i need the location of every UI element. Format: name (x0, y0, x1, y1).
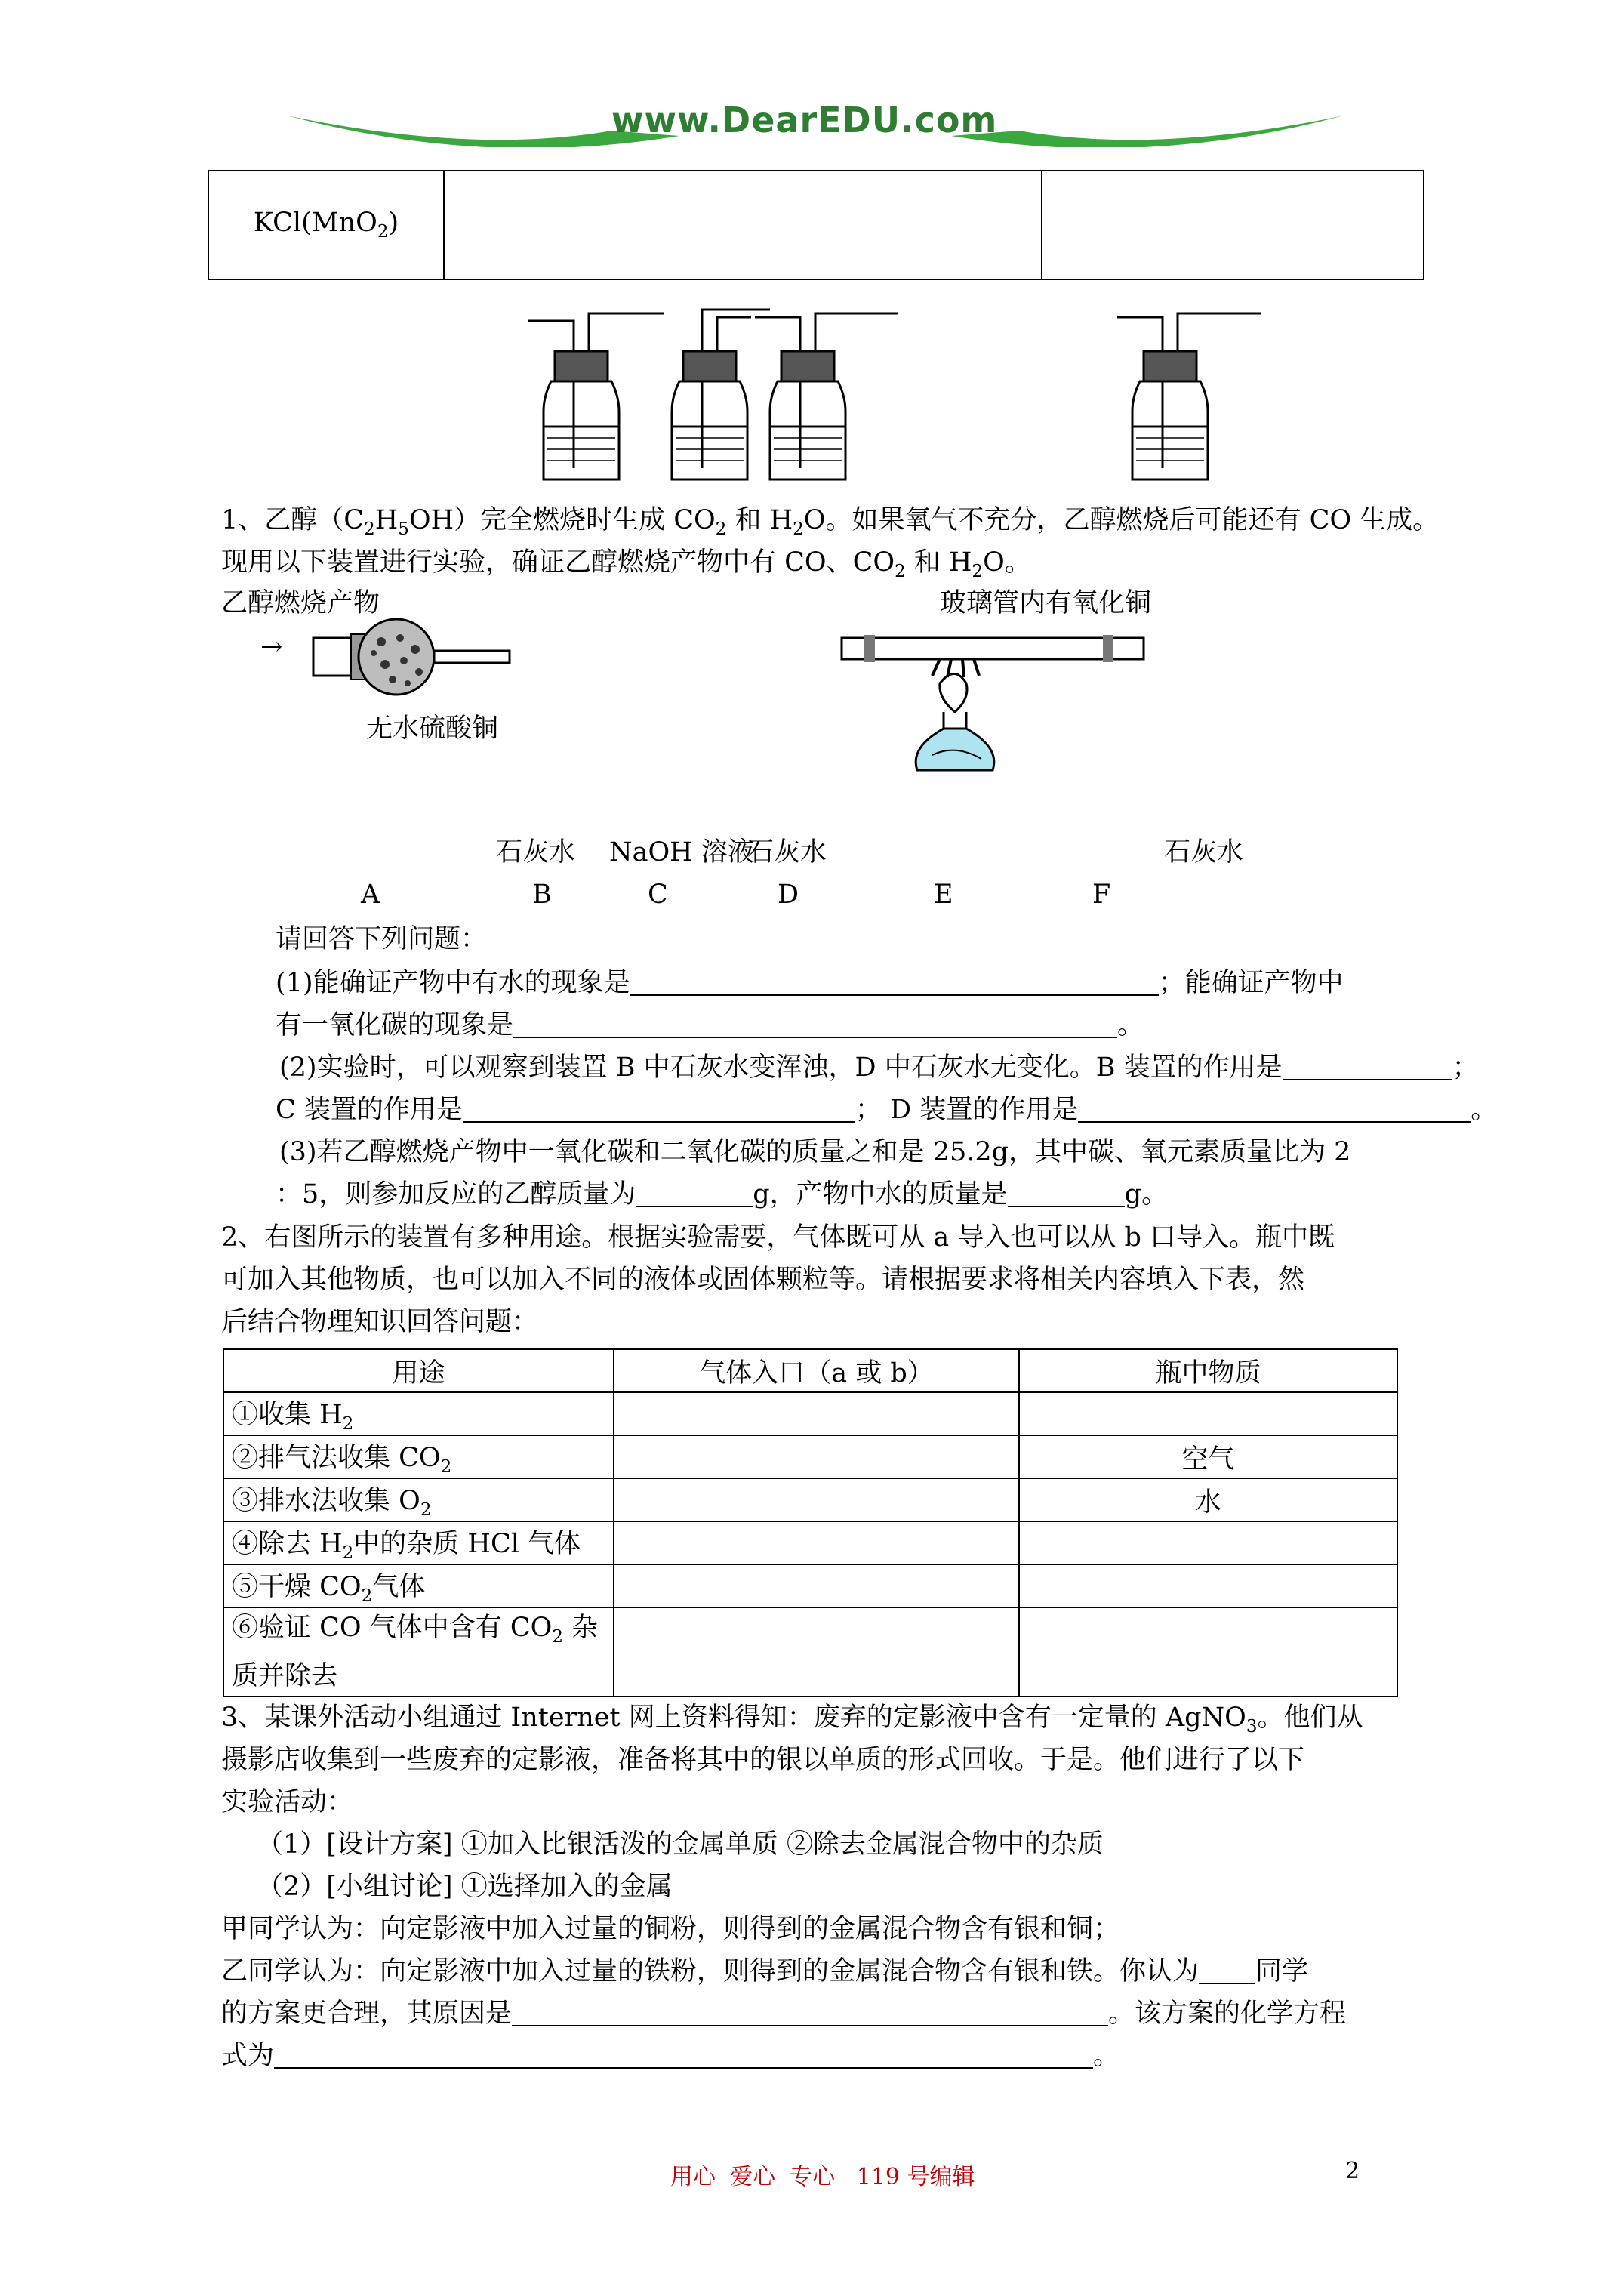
q1-ask: 请回答下列问题： (276, 924, 488, 954)
q2-row3-content[interactable]: 水 (1019, 1478, 1397, 1521)
q3-line7: 乙同学认为：向定影液中加入过量的铁粉，则得到的金属混合物含有银和铁。你认为 同学 (221, 1956, 1309, 1986)
logo-swoosh-right (951, 102, 1344, 147)
q1-part2-line1: (2)实验时，可以观察到装置 B 中石灰水变浑浊，D 中石灰水无变化。B 装置的作用是 ； (279, 1052, 1479, 1083)
top-table (208, 170, 1424, 280)
reagent-c: NaOH 溶液 (609, 837, 754, 868)
q2-header-inlet: 气体入口（a 或 b） (614, 1349, 1019, 1392)
q3-line8: 的方案更合理，其原因是 。该方案的化学方程 (221, 1999, 1347, 2029)
q3-line5: （2）[小组讨论] ①选择加入的金属 (257, 1872, 673, 1902)
q2-row3-use: ③排水法收集 $O_2$ (223, 1478, 614, 1521)
table-row (223, 1435, 1397, 1478)
table-row (223, 1564, 1397, 1607)
q1-part3-line1: (3)若乙醇燃烧产物中一氧化碳和二氧化碳的质量之和是 25.2g，其中碳、氧元素质量比为 2 (279, 1137, 1351, 1167)
q2-row1-content[interactable] (1019, 1392, 1397, 1435)
q2-row3-inlet[interactable] (614, 1478, 1019, 1521)
table-row (223, 1478, 1397, 1521)
q3-line3: 实验活动： (221, 1787, 354, 1817)
answer-blank[interactable] (1008, 1182, 1125, 1207)
table-row (223, 1392, 1397, 1435)
answer-blank[interactable] (512, 2001, 1108, 2026)
q3-line9: 式为 。 (221, 2041, 1120, 2071)
q3-line4: （1）[设计方案] ①加入比银活泼的金属单质 ②除去金属混合物中的杂质 (257, 1829, 1104, 1860)
reagent-b: 石灰水 (496, 837, 576, 868)
q1-part3-line2: ：5，则参加反应的乙醇质量为 g，产物中水的质量是 g。 (276, 1179, 1169, 1210)
header-logo (287, 98, 1344, 151)
q2-row4-use: ④除去 $H_2$中的杂质 HCl 气体 (223, 1521, 614, 1564)
page-number: 2 (1345, 2158, 1360, 2184)
answer-blank[interactable] (630, 970, 1159, 996)
letter-b: B (532, 880, 552, 910)
answer-blank[interactable] (1199, 1959, 1255, 1984)
label-arrow: → (260, 632, 283, 662)
letter-e: E (934, 880, 953, 910)
table-row (223, 1521, 1397, 1564)
wash-bottles-figure (513, 298, 1457, 487)
answer-blank[interactable] (1078, 1097, 1471, 1123)
q2-row1-use: ①收集 $H_2$ (223, 1392, 614, 1435)
q2-line1: 2、右图所示的装置有多种用途。根据实验需要，气体既可从 a 导入也可以从 b 口导入。瓶中既 (221, 1222, 1335, 1253)
label-glass-tube-cuo: 玻璃管内有氧化铜 (940, 588, 1152, 618)
q1-part1-line1: (1)能确证产物中有水的现象是 ；能确证产物中 (276, 968, 1344, 998)
answer-blank[interactable] (463, 1097, 855, 1123)
q2-row5-inlet[interactable] (614, 1564, 1019, 1607)
bottle-f (1117, 313, 1261, 479)
q2-row4-inlet[interactable] (614, 1521, 1019, 1564)
top-table-cell-3 (1042, 171, 1424, 279)
letter-f: F (1092, 880, 1111, 910)
q2-line3: 后结合物理知识回答问题： (221, 1307, 539, 1337)
q2-table (223, 1348, 1398, 1697)
q2-row6-content[interactable] (1019, 1607, 1397, 1697)
apparatus-a-drying-tube (310, 604, 521, 710)
letter-c: C (648, 880, 668, 910)
q1-part2-line2: C 装置的作用是 ； D 装置的作用是 。 (276, 1095, 1498, 1125)
q2-row4-content[interactable] (1019, 1521, 1397, 1564)
q2-line2: 可加入其他物质，也可以加入不同的液体或固体颗粒等。请根据要求将相关内容填入下表，然 (221, 1265, 1305, 1295)
q2-row5-content[interactable] (1019, 1564, 1397, 1607)
top-table-label-cell (208, 171, 444, 279)
answer-blank[interactable] (636, 1182, 753, 1207)
q2-row1-inlet[interactable] (614, 1392, 1019, 1435)
answer-blank[interactable] (274, 2043, 1093, 2069)
q2-row6-use: ⑥验证 CO 气体中含有 $CO_2$ 杂 质并除去 (223, 1607, 614, 1697)
q2-table-header-row (223, 1349, 1397, 1392)
letter-d: D (778, 880, 799, 910)
q1-intro-line2: 现用以下装置进行实验，确证乙醇燃烧产物中有 CO、$CO_2$ 和 $H_2O$。 (221, 547, 1031, 581)
q2-row2-content[interactable]: 空气 (1019, 1435, 1397, 1478)
q1-part1-line2: 有一氧化碳的现象是 。 (276, 1010, 1144, 1040)
reagent-d: 石灰水 (747, 837, 827, 868)
q2-row5-use: ⑤干燥 $CO_2$气体 (223, 1564, 614, 1607)
logo-text: www.DearEDU.com (611, 100, 998, 140)
q2-row6-inlet[interactable] (614, 1607, 1019, 1697)
letter-a: A (361, 880, 380, 910)
bottle-b (528, 313, 664, 479)
footer-slogan: 用心 爱心 专心 119 号编辑 (670, 2164, 975, 2190)
q2-row2-inlet[interactable] (614, 1435, 1019, 1478)
label-combustion-products: 乙醇燃烧产物 (221, 588, 380, 618)
apparatus-e-cuo-tube (834, 623, 1166, 781)
q2-row2-use: ②排气法收集 $CO_2$ (223, 1435, 614, 1478)
answer-blank[interactable] (1283, 1055, 1452, 1080)
top-table-label: KCl(MnO$_2$) (253, 207, 399, 242)
q3-line6: 甲同学认为：向定影液中加入过量的铜粉，则得到的金属混合物含有银和铜； (221, 1914, 1120, 1944)
table-row (223, 1607, 1397, 1697)
top-table-cell-2 (444, 171, 1042, 279)
bottle-d (755, 313, 898, 479)
q3-line1: 3、某课外活动小组通过 Internet 网上资料得知：废弃的定影液中含有一定量的 AgNO$_3$。他们从 (221, 1703, 1363, 1737)
answer-blank[interactable] (513, 1012, 1117, 1038)
reagent-f: 石灰水 (1164, 837, 1244, 868)
q1-intro-line1: 1、乙醇$(C_2H_5OH)$完全燃烧时生成 $CO_2$ 和 $H_2O$。如果氧气不充分，乙醇燃烧后可能还有 CO 生成。 (221, 505, 1440, 539)
label-anhydrous-cuso4: 无水硫酸铜 (366, 713, 499, 744)
q2-header-use: 用途 (223, 1349, 614, 1392)
bottle-c (672, 310, 770, 479)
q3-line2: 摄影店收集到一些废弃的定影液，准备将其中的银以单质的形式回收。于是。他们进行了以下 (221, 1745, 1305, 1775)
q2-header-content: 瓶中物质 (1019, 1349, 1397, 1392)
